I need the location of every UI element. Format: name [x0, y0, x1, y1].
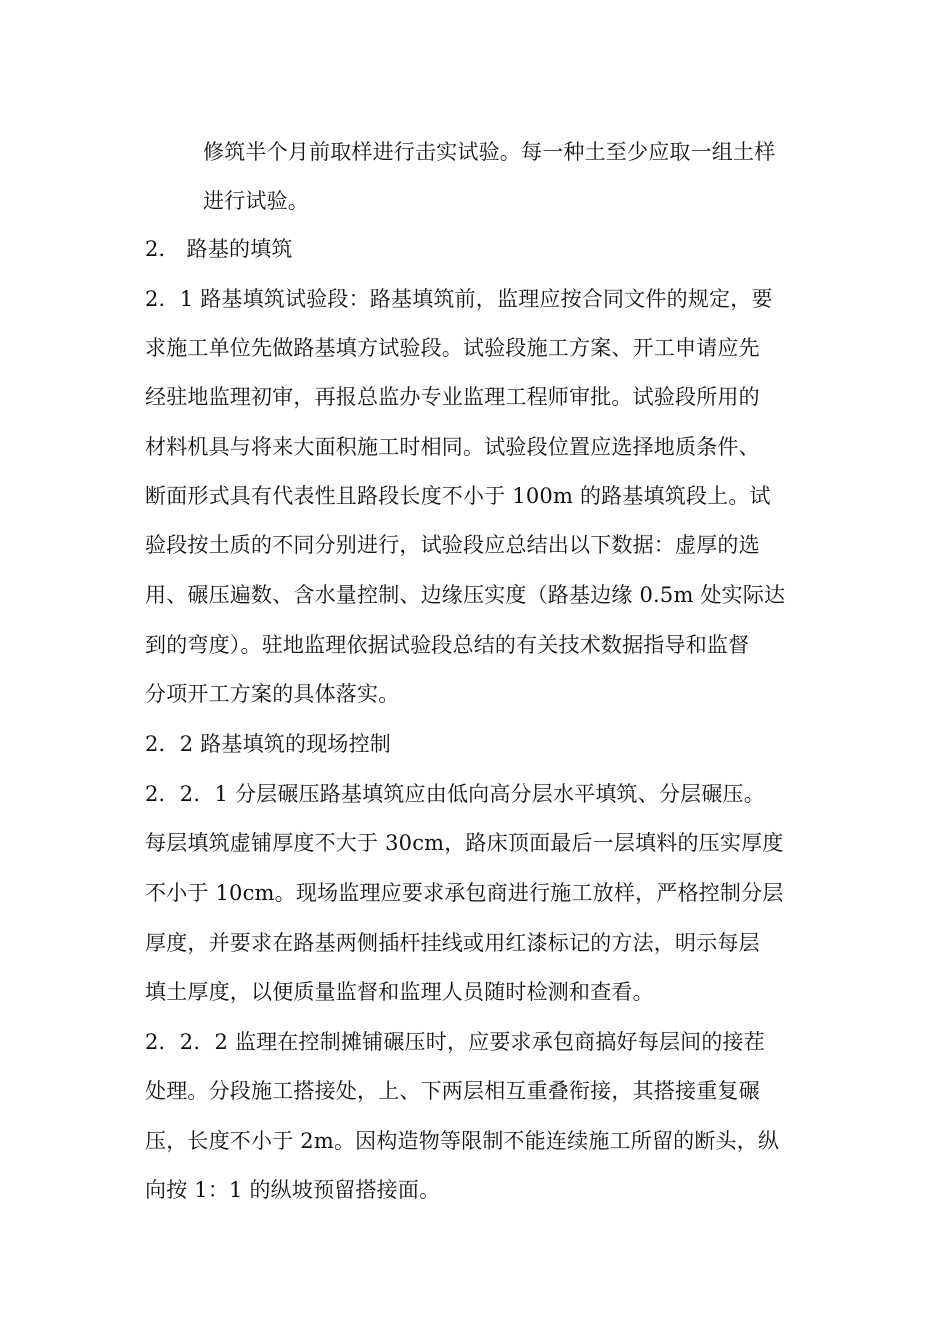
text-line: 验段按土质的不同分别进行，试验段应总结出以下数据：虚厚的选 [145, 533, 760, 557]
text-line: 断面形式具有代表性且路段长度不小于 100m 的路基填筑段上。试 [145, 484, 771, 508]
text-line: 进行试验。 [203, 189, 309, 213]
text-line: 2．1 路基填筑试验段：路基填筑前，监理应按合同文件的规定，要 [145, 287, 773, 311]
section-heading: 2． 路基的填筑 [145, 237, 293, 261]
text-line: 每层填筑虚铺厚度不大于 30cm，路床顶面最后一层填料的压实厚度 [145, 831, 784, 855]
text-line: 修筑半个月前取样进行击实试验。每一种土至少应取一组土样 [203, 140, 776, 164]
text-line: 压，长度不小于 2m。因构造物等限制不能连续施工所留的断头，纵 [145, 1129, 780, 1153]
text-line: 向按 1：1 的纵坡预留搭接面。 [145, 1178, 441, 1202]
text-line: 求施工单位先做路基填方试验段。试验段施工方案、开工申请应先 [145, 336, 760, 360]
text-line: 到的弯度）。驻地监理依据试验段总结的有关技术数据指导和监督 [145, 633, 750, 657]
text-line: 经驻地监理初审，再报总监办专业监理工程师审批。试验段所用的 [145, 385, 760, 409]
text-line: 填土厚度，以便质量监督和监理人员随时检测和查看。 [145, 980, 654, 1004]
text-line: 分项开工方案的具体落实。 [145, 682, 400, 706]
text-line: 材料机具与将来大面积施工时相同。试验段位置应选择地质条件、 [145, 435, 760, 459]
text-line: 不小于 10cm。现场监理应要求承包商进行施工放样，严格控制分层 [145, 881, 784, 905]
section-heading: 2．2 路基填筑的现场控制 [145, 732, 391, 756]
text-line: 厚度，并要求在路基两侧插杆挂线或用红漆标记的方法，明示每层 [145, 931, 760, 955]
text-line: 2．2．2 监理在控制摊铺碾压时，应要求承包商搞好每层间的接茬 [145, 1030, 765, 1054]
text-line: 2．2．1 分层碾压路基填筑应由低向高分层水平填筑、分层碾压。 [145, 782, 765, 806]
text-line: 处理。分段施工搭接处，上、下两层相互重叠衔接，其搭接重复碾 [145, 1079, 760, 1103]
text-line: 用、碾压遍数、含水量控制、边缘压实度（路基边缘 0.5m 处实际达 [145, 583, 786, 607]
